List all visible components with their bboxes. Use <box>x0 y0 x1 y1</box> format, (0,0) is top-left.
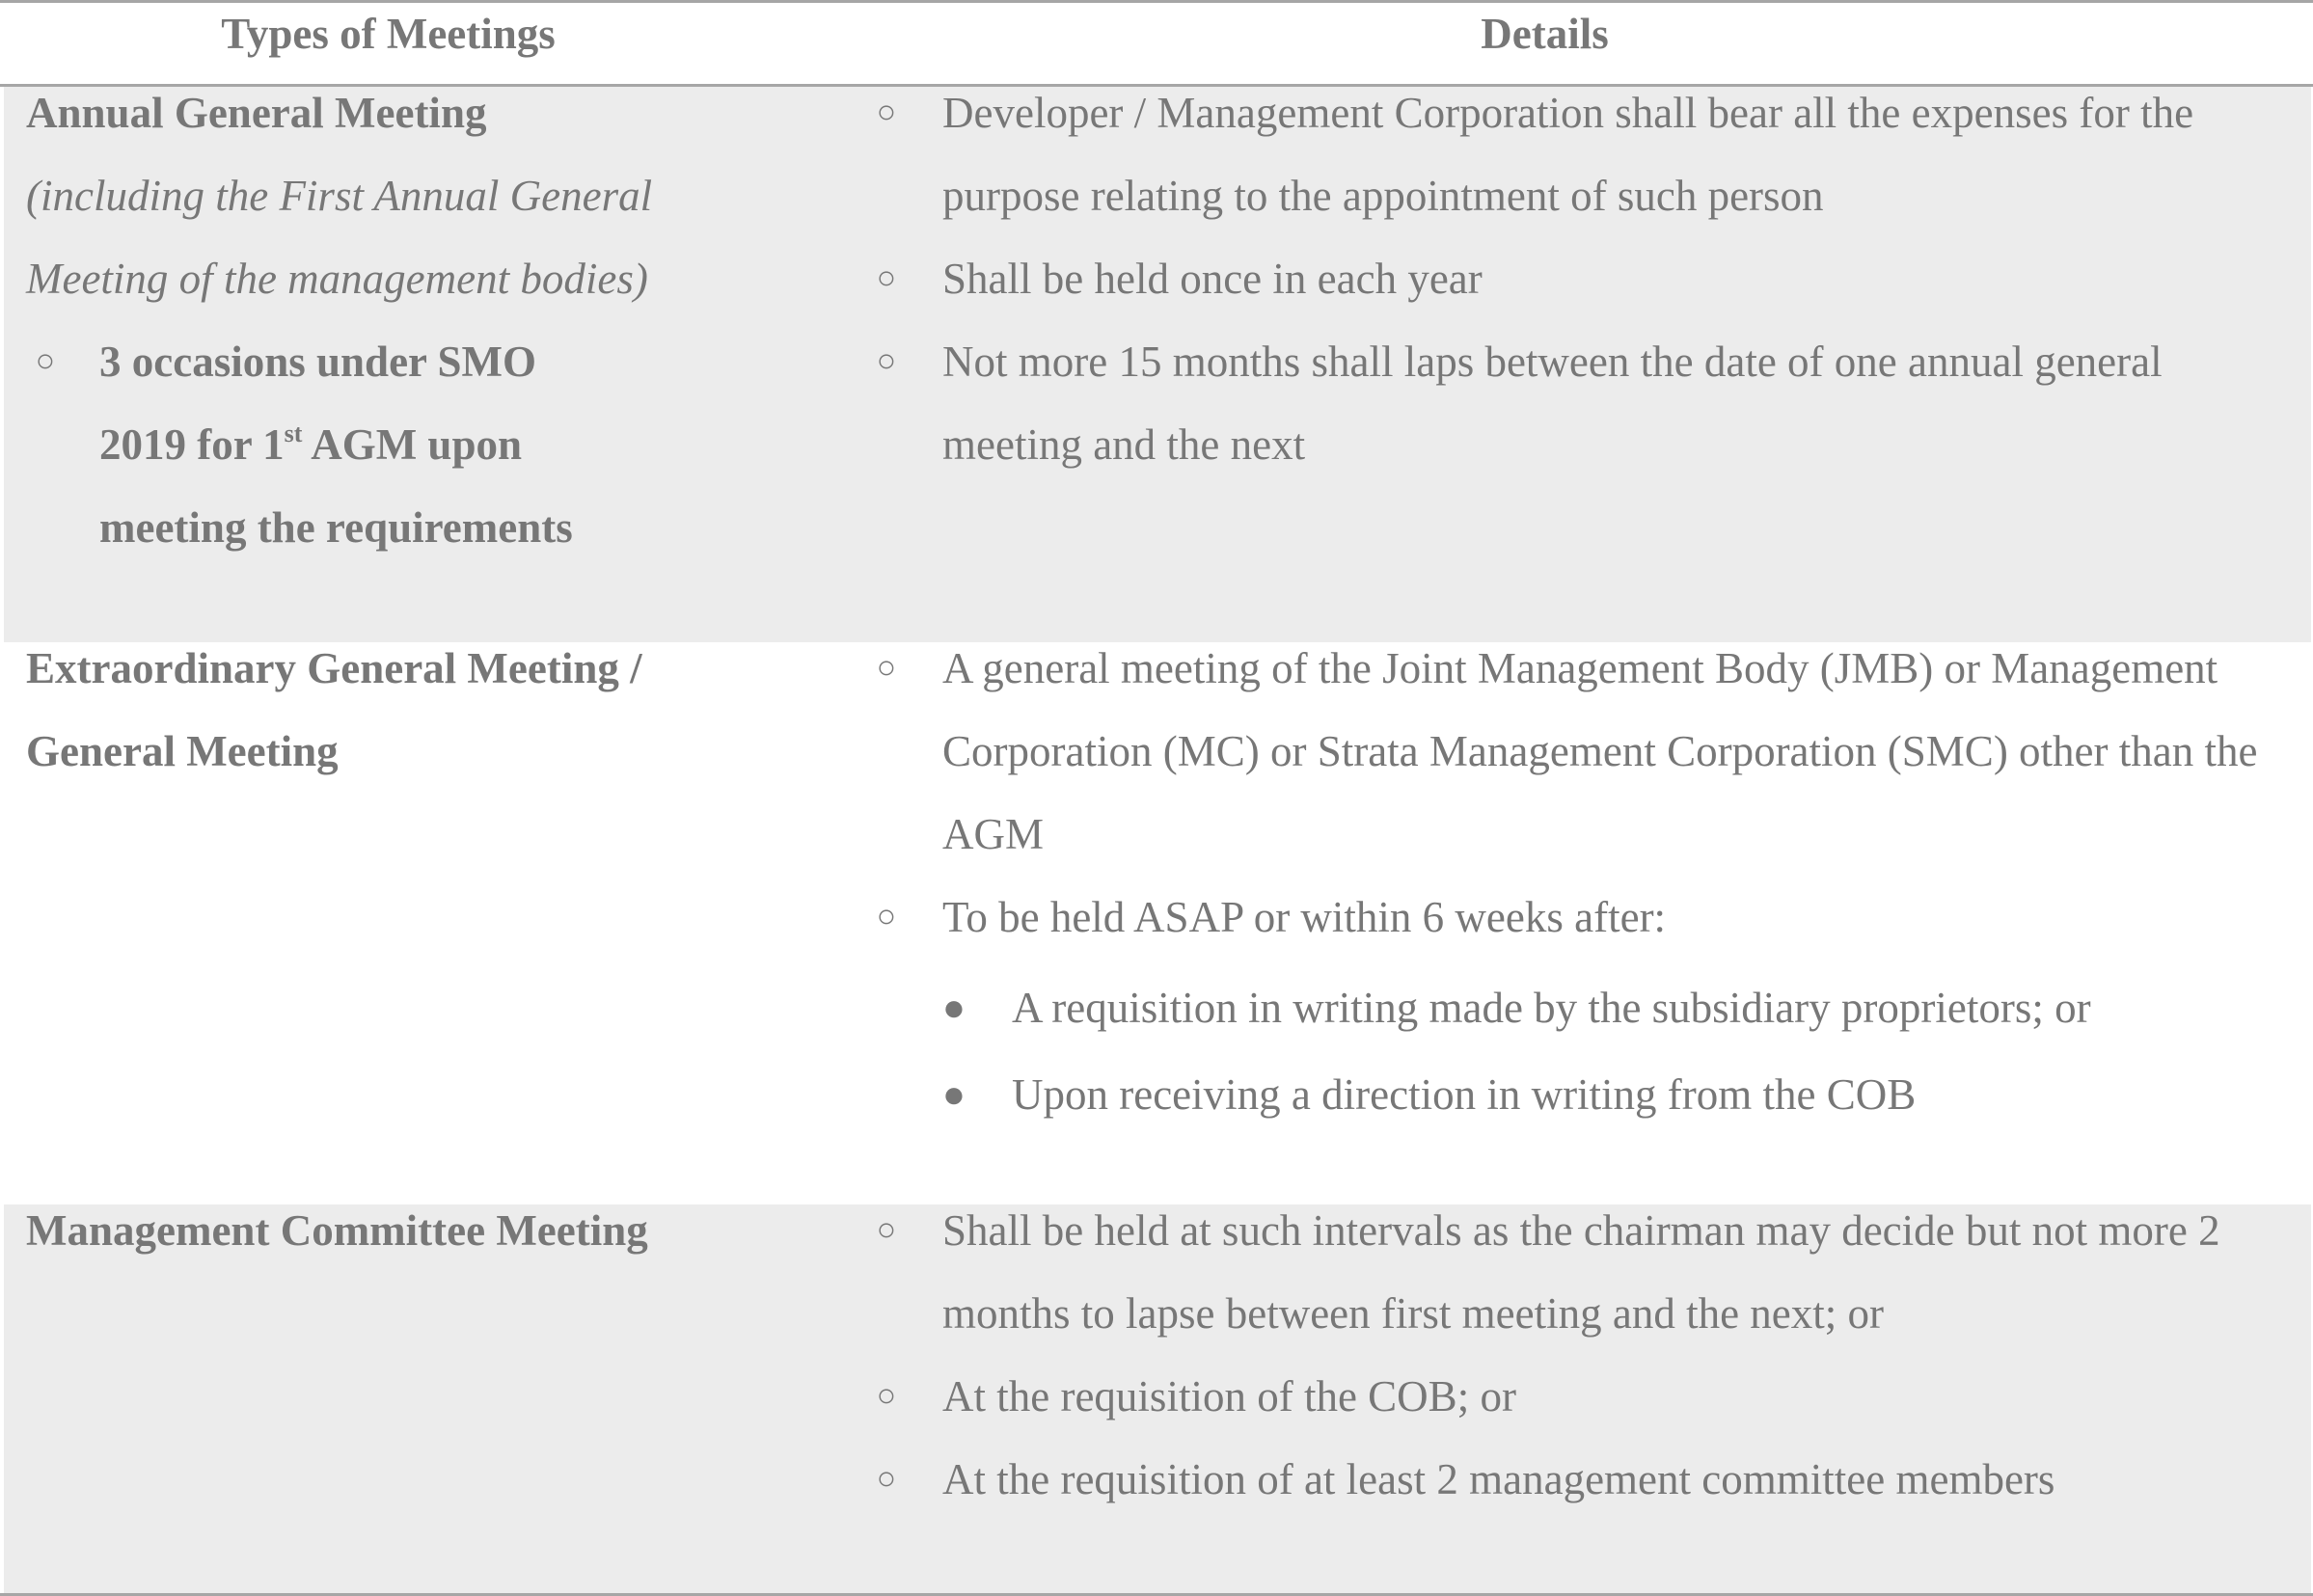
list-item <box>867 237 2311 320</box>
sub-list-item <box>867 1051 2311 1138</box>
list-item-text-part: 3 occasions under SMO 2019 for 1 <box>99 338 536 469</box>
details-list <box>867 1189 2311 1521</box>
table-row-extraordinary-general-meeting <box>4 642 2311 1204</box>
meeting-type-name: Extraordinary General Meeting / General Meeting <box>26 644 642 775</box>
list-item <box>867 627 2311 876</box>
hollow-circle-bullet-icon: ○ <box>876 899 897 934</box>
list-item <box>867 71 2311 237</box>
list-item <box>26 320 624 569</box>
type-cell <box>26 1189 759 1272</box>
hollow-circle-bullet-icon: ○ <box>876 260 897 296</box>
header-details: Details <box>1481 10 1609 58</box>
details-list <box>867 71 2311 486</box>
list-item-text: At the requisition of at least 2 management committee members <box>942 1455 2055 1503</box>
table-row-annual-general-meeting <box>4 87 2311 642</box>
hollow-circle-bullet-icon: ○ <box>876 1212 897 1248</box>
meeting-type-note: (including the First Annual General Meeting of the management bodies) <box>26 172 653 303</box>
details-list <box>867 627 2311 959</box>
hollow-circle-bullet-icon: ○ <box>876 1378 897 1414</box>
list-item-text-part: AGM upon meeting the requirements <box>99 420 573 552</box>
list-item <box>867 876 2311 959</box>
list-item <box>867 1355 2311 1438</box>
sub-list-item <box>867 964 2311 1051</box>
list-item-text: Shall be held once in each year <box>942 255 1483 303</box>
superscript-ordinal: st <box>284 419 303 447</box>
type-cell <box>26 71 759 569</box>
type-cell <box>26 627 759 793</box>
list-item-text: Shall be held at such intervals as the chairman may decide but not more 2 months to lapse between first meeting and the next; or <box>942 1206 2220 1338</box>
list-item-text: At the requisition of the COB; or <box>942 1372 1516 1420</box>
filled-disc-bullet-icon: ● <box>941 986 966 1029</box>
list-item-text: To be held ASAP or within 6 weeks after: <box>942 893 1667 941</box>
list-item-text: Developer / Management Corporation shall bear all the expenses for the purpose relating to the appointment of such person <box>942 89 2194 220</box>
details-cell <box>867 1189 2311 1521</box>
list-item-text: A general meeting of the Joint Management Body (JMB) or Management Corporation (MC) or Strata Management Corporation (SMC) other than the AGM <box>942 644 2258 858</box>
list-item <box>867 1438 2311 1521</box>
details-sub-list <box>867 964 2311 1138</box>
hollow-circle-bullet-icon: ○ <box>35 343 56 379</box>
details-cell <box>867 627 2311 1138</box>
list-item <box>867 1189 2311 1355</box>
details-cell <box>867 71 2311 486</box>
meeting-type-name: Management Committee Meeting <box>26 1206 648 1255</box>
header-types-of-meetings: Types of Meetings <box>221 10 556 58</box>
table-row-management-committee-meeting <box>4 1204 2311 1593</box>
filled-disc-bullet-icon: ● <box>941 1072 966 1116</box>
agm-sub-list <box>26 320 624 569</box>
hollow-circle-bullet-icon: ○ <box>876 343 897 379</box>
sub-list-item-text: Upon receiving a direction in writing from the COB <box>1012 1070 1917 1119</box>
hollow-circle-bullet-icon: ○ <box>876 650 897 686</box>
hollow-circle-bullet-icon: ○ <box>876 95 897 130</box>
hollow-circle-bullet-icon: ○ <box>876 1461 897 1497</box>
list-item-text: Not more 15 months shall laps between the date of one annual general meeting and the next <box>942 338 2163 469</box>
list-item <box>867 320 2311 486</box>
sub-list-item-text: A requisition in writing made by the subsidiary proprietors; or <box>1012 984 2091 1032</box>
meeting-type-name: Annual General Meeting <box>26 89 487 137</box>
